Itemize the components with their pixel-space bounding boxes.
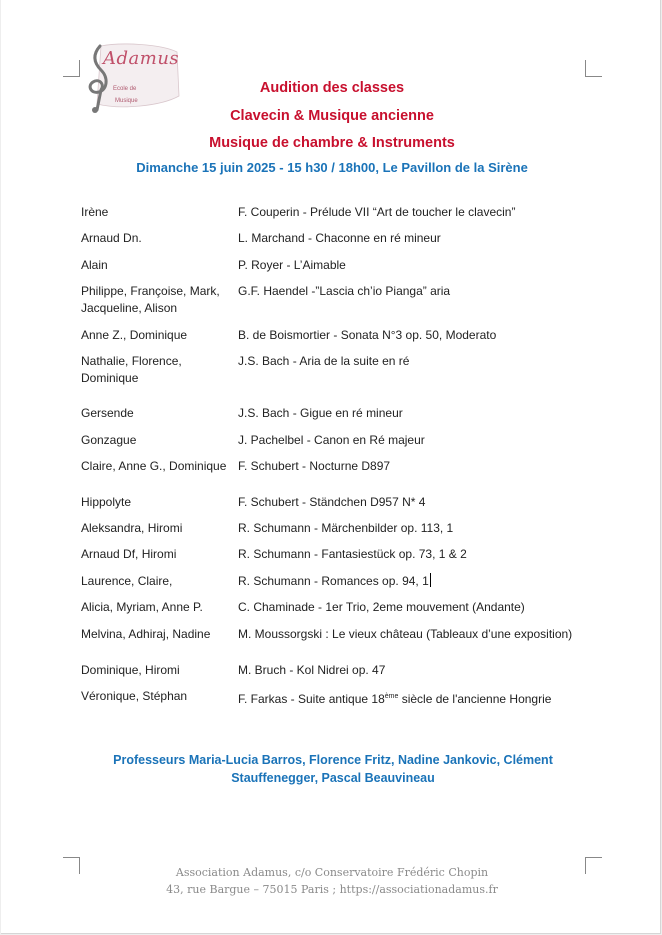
piece: J.S. Bach - Gigue en ré mineur: [238, 406, 403, 420]
piece: F. Couperin - Prélude VII “Art de toucher le clavecin”: [238, 205, 516, 219]
piece: [238, 573, 598, 590]
piece: R. Schumann - Fantasiestück op. 73, 1 & 2: [238, 547, 467, 561]
logo-subtitle-line2: Musique: [115, 98, 138, 104]
performers: Anne Z., Dominique: [81, 328, 188, 342]
piece: G.F. Haendel -”Lascia ch’io Pianga” aria: [238, 284, 451, 298]
logo-subtitle-line1: Ecole de: [113, 86, 137, 92]
performers: Philippe, Françoise, Mark, Jacqueline, Alison: [81, 284, 220, 315]
performers: Dominique, Hiromi: [81, 663, 180, 677]
piece: [238, 688, 598, 708]
text-cursor: [430, 573, 431, 587]
performers: Claire, Anne G., Dominique: [81, 459, 227, 473]
performers: Gonzague: [81, 433, 137, 447]
performers: Arnaud Df, Hiromi: [81, 547, 177, 561]
title-clavecin: Clavecin & Musique ancienne: [230, 108, 434, 124]
performers: Hippolyte: [81, 495, 132, 509]
piece-text-before: F. Farkas - Suite antique 18: [238, 692, 385, 706]
professors-list: Professeurs Maria-Lucia Barros, Florence Fritz, Nadine Jankovic, Clément Stauffenegger, Pascal Beauvineau: [113, 753, 553, 785]
performers: Alain: [81, 258, 108, 272]
logo-name: Adamus: [103, 48, 180, 69]
performers: Alicia, Myriam, Anne P.: [81, 600, 203, 614]
piece-text-after: siècle de l'ancienne Hongrie: [398, 692, 552, 706]
piece: B. de Boismortier - Sonata N°3 op. 50, Moderato: [238, 328, 497, 342]
piece: L. Marchand - Chaconne en ré mineur: [238, 231, 441, 245]
piece: J. Pachelbel - Canon en Ré majeur: [238, 433, 425, 447]
piece: J.S. Bach - Aria de la suite en ré: [238, 354, 410, 368]
title-audition: Audition des classes: [259, 80, 405, 96]
crop-mark-top-right: [585, 60, 602, 77]
performers: Laurence, Claire,: [81, 574, 173, 588]
footer: [1, 864, 662, 898]
piece: C. Chaminade - 1er Trio, 2eme mouvement (Andante): [238, 600, 525, 614]
piece-text: R. Schumann - Romances op. 94, 1: [238, 574, 429, 588]
footer-line2: 43, rue Bargue – 75015 Paris ; https://associationadamus.fr: [166, 883, 498, 896]
footer-line1: Association Adamus, c/o Conservatoire Frédéric Chopin: [175, 866, 489, 879]
performers: Véronique, Stéphan: [81, 689, 188, 703]
performers: Aleksandra, Hiromi: [81, 521, 183, 535]
document-page: [1, 0, 661, 934]
piece: F. Schubert - Nocturne D897: [238, 459, 391, 473]
adamus-logo: [81, 40, 181, 116]
piece: M. Bruch - Kol Nidrei op. 47: [238, 663, 386, 677]
title-chamber-music: Musique de chambre & Instruments: [209, 135, 455, 151]
performers: Gersende: [81, 406, 134, 420]
piece: R. Schumann - Märchenbilder op. 113, 1: [238, 521, 454, 535]
piece: M. Moussorgski : Le vieux château (Tableaux d’une exposition): [238, 627, 573, 641]
crop-mark-top-left: [63, 60, 80, 77]
performers: Irène: [81, 205, 109, 219]
piece: P. Royer - L’Aimable: [238, 258, 346, 272]
performers: Nathalie, Florence, Dominique: [81, 354, 182, 385]
event-date-location: Dimanche 15 juin 2025 - 15 h30 / 18h00, Le Pavillon de la Sirène: [136, 160, 528, 175]
piece: F. Schubert - Ständchen D957 N* 4: [238, 495, 426, 509]
piece-superscript: ème: [384, 693, 399, 700]
performers: Melvina, Adhiraj, Nadine: [81, 627, 211, 641]
performers: Arnaud Dn.: [81, 231, 142, 245]
